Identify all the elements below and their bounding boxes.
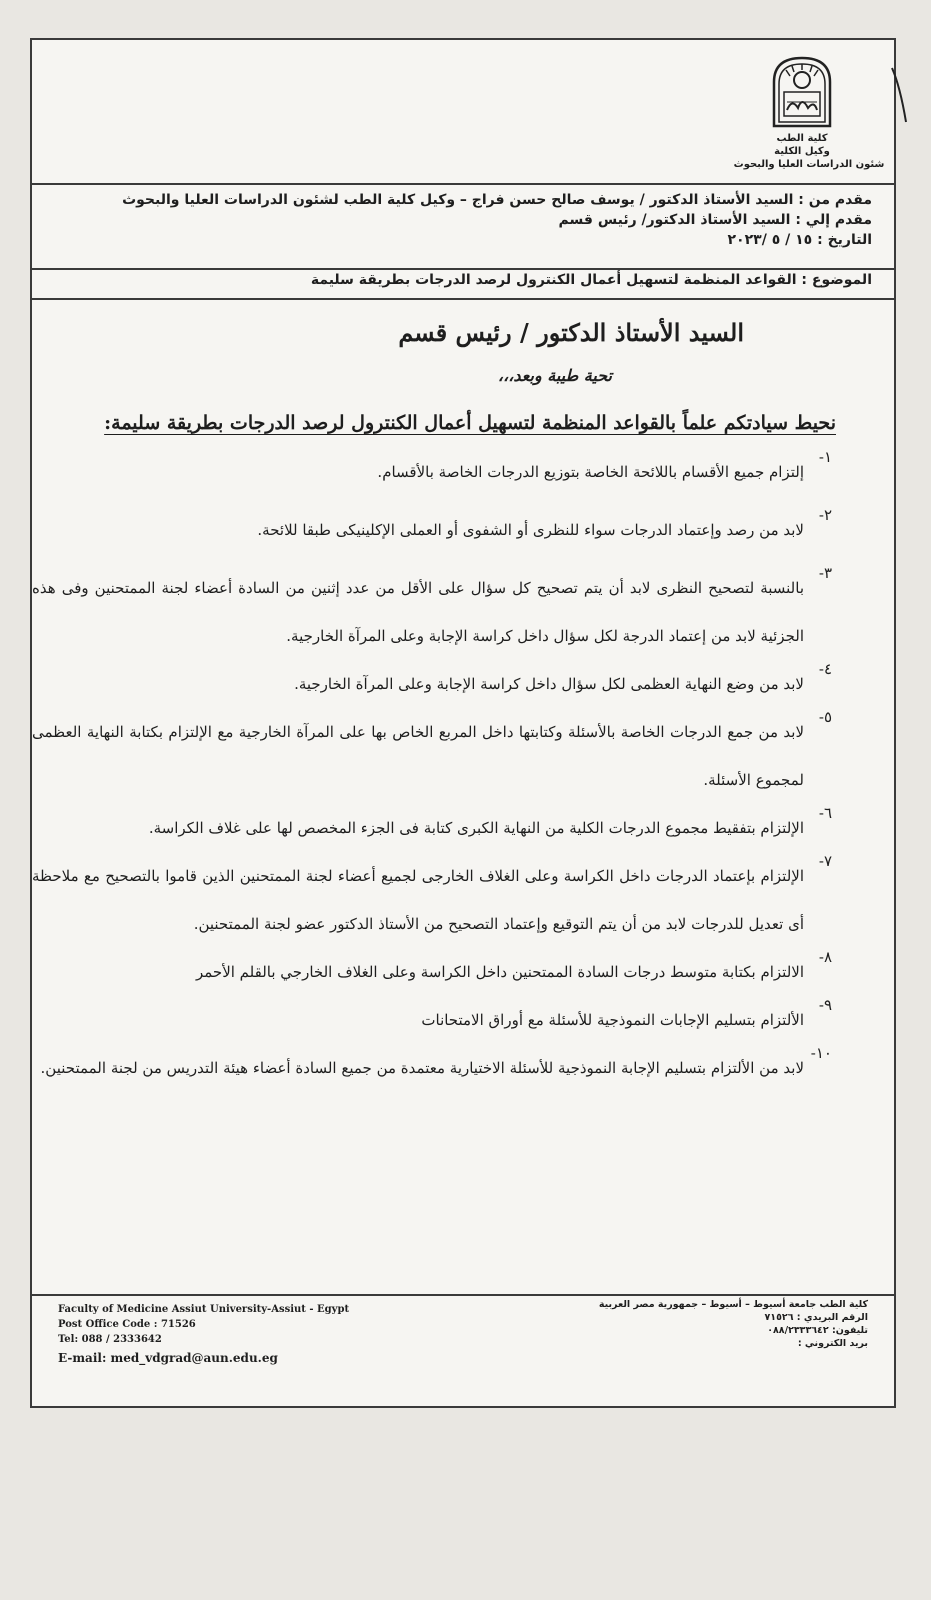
item-number: ٦- <box>818 804 832 822</box>
footer-postcode-en: Post Office Code : 71526 <box>58 1319 196 1330</box>
item-text: لابد من جمع الدرجات الخاصة بالأسئلة وكتابتها داخل المربع الخاص بها على المرآة الخارجية مع الإلتزام بكتابة النهاية العظمى لمجموع الأسئلة. <box>32 723 804 789</box>
footer-email-ar: بريد الكتروني : <box>797 1338 868 1349</box>
list-item <box>32 852 832 948</box>
department-name: شئون الدراسات العليا والبحوث <box>733 159 885 170</box>
subject-divider <box>32 298 894 300</box>
list-item <box>32 564 832 660</box>
item-number: ١٠- <box>810 1044 832 1062</box>
vice-dean-title: وكيل الكلية <box>774 146 830 157</box>
letter-page <box>30 38 896 1408</box>
item-number: ٢- <box>818 506 832 524</box>
footer-address-ar: كلية الطب جامعة أسيوط – أسيوط – جمهورية مصر العربية <box>598 1299 868 1310</box>
list-item <box>32 996 832 1044</box>
list-item <box>32 708 832 804</box>
footer-english <box>58 1302 349 1366</box>
footer-phone-ar: تليفون: ٠٨٨/٢٣٣٣٦٤٢ <box>767 1325 868 1336</box>
date-line: التاريخ : ١٥ / ٥ /٢٠٢٣ <box>727 232 872 248</box>
footer-arabic <box>599 1298 868 1350</box>
item-number: ٧- <box>818 852 832 870</box>
list-item <box>32 948 832 996</box>
footer-email-link[interactable]: E-mail: med_vdgrad@aun.edu.eg <box>58 1351 278 1365</box>
list-item <box>32 1044 832 1092</box>
pen-stroke-mark <box>888 66 910 126</box>
footer-postcode-ar: الرقم البريدي : ٧١٥٢٦ <box>764 1312 868 1323</box>
intro-heading: نحيط سيادتكم علماً بالقواعد المنظمة لتسهيل أعمال الكنترول لرصد الدرجات بطريقة سليمة: <box>104 412 836 434</box>
item-number: ٩- <box>818 996 832 1014</box>
header-divider <box>32 183 894 185</box>
item-number: ١- <box>818 448 832 466</box>
item-number: ٥- <box>818 708 832 726</box>
item-text: لابد من رصد وإعتماد الدرجات سواء للنظرى أو الشفوى أو العملى الإكلينيكى طبقا للائحة. <box>257 521 804 539</box>
list-item <box>32 804 832 852</box>
item-text: الإلتزام بإعتماد الدرجات داخل الكراسة وعلى الغلاف الخارجى لجميع أعضاء لجنة الممتحنين الذين قاموا بالتصحيح مع ملاحظة أى تعديل للدرجات لابد من أن يتم التوقيع وإعتماد التصحيح من الأستاذ الدكتور عضو لجنة الممتحنين. <box>32 867 804 933</box>
footer-address-en: Faculty of Medicine Assiut University-Assiut - Egypt <box>58 1304 350 1315</box>
item-text: لابد من الألتزام بتسليم الإجابة النموذجية للأسئلة الاختيارية معتمدة من جميع السادة أعضاء هيئة التدريس من لجنة الممتحنين. <box>40 1059 804 1077</box>
letterhead <box>732 54 885 171</box>
footer-divider <box>32 1294 894 1296</box>
greeting: تحية طيبة وبعد،،، <box>497 366 612 385</box>
item-text: الالتزام بكتابة متوسط درجات السادة الممتحنين داخل الكراسة وعلى الغلاف الخارجي بالقلم الأحمر <box>195 963 804 981</box>
list-item <box>32 660 832 708</box>
item-text: بالنسبة لتصحيح النظرى لابد أن يتم تصحيح كل سؤال على الأقل من عدد إثنين من السادة أعضاء لجنة الممتحنين وفى هذه الجزئية لابد من إعتماد الدرجة لكل سؤال داخل كراسة الإجابة وعلى المرآة الخارجية. <box>32 579 804 645</box>
letter-meta <box>52 190 872 250</box>
item-text: الإلتزام بتفقيط مجموع الدرجات الكلية من النهاية الكبرى كتابة فى الجزء المخصص لها على غلاف الكراسة. <box>148 819 804 837</box>
salutation: السيد الأستاذ الدكتور / رئيس قسم <box>398 318 744 347</box>
item-number: ٣- <box>818 564 832 582</box>
assiut-university-logo-icon <box>770 54 834 128</box>
list-item <box>32 448 832 496</box>
rules-list <box>32 448 832 1092</box>
faculty-name: كلية الطب <box>776 133 828 144</box>
item-text: لابد من وضع النهاية العظمى لكل سؤال داخل كراسة الإجابة وعلى المرآة الخارجية. <box>294 675 804 693</box>
to-line: مقدم إلي : السيد الأستاذ الدكتور/ رئيس قسم <box>558 212 872 228</box>
item-number: ٨- <box>818 948 832 966</box>
meta-divider <box>32 268 894 270</box>
subject-line: الموضوع : القواعد المنظمة لتسهيل أعمال الكنترول لرصد الدرجات بطريقة سليمة <box>310 272 872 288</box>
item-text: الألتزام بتسليم الإجابات النموذجية للأسئلة مع أوراق الامتحانات <box>421 1011 804 1029</box>
item-number: ٤- <box>818 660 832 678</box>
item-text: إلتزام جميع الأقسام باللائحة الخاصة بتوزيع الدرجات الخاصة بالأقسام. <box>377 463 804 481</box>
list-item <box>32 506 832 554</box>
footer-phone-en: Tel: 088 / 2333642 <box>58 1334 162 1345</box>
from-line: مقدم من : السيد الأستاذ الدكتور / يوسف صالح حسن فراج – وكيل كلية الطب لشئون الدراسات العليا والبحوث <box>122 192 872 208</box>
